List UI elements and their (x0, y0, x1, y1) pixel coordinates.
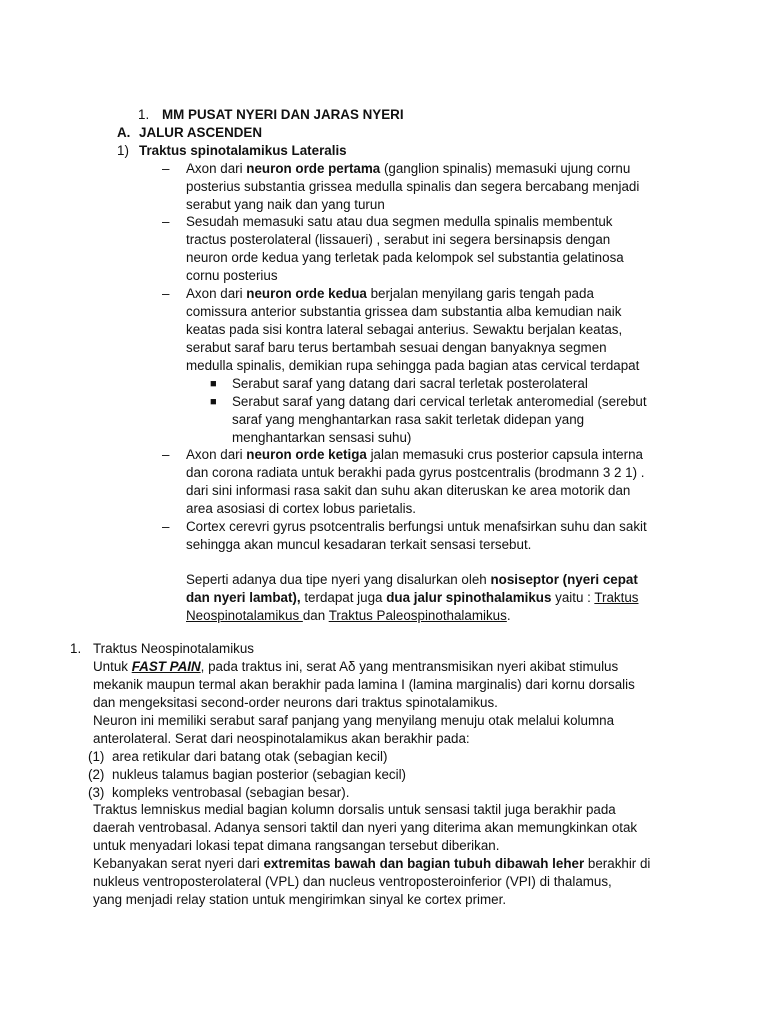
numbered-item-2: nukleus talamus bagian posterior (sebagian kecil) (112, 767, 407, 782)
square-item-2-line-2: saraf yang menghantarkan rasa sakit terletak didepan yang (232, 412, 585, 427)
section-line-6: Traktus lemniskus medial bagian kolumn dorsalis untuk sensasi taktil juga berakhir pada (93, 802, 616, 817)
bullet-5-line-2: sehingga akan muncul kesadaran terkait sensasi tersebut. (186, 537, 532, 552)
section-line-2: mekanik maupun termal akan berakhir pada lamina I (lamina marginalis) dari kornu dorsalis (93, 677, 635, 692)
section-line-1: Untuk FAST PAIN, pada traktus ini, serat Aδ yang mentransmisikan nyeri akibat stimulus (93, 659, 619, 674)
section-line-8: untuk menyadari lokasi tepat dimana rangsangan tersebut diberikan. (93, 838, 500, 853)
bullet-1-line-1: Axon dari neuron orde pertama (ganglion spinalis) memasuki ujung cornu (186, 161, 631, 176)
dash-bullet: – (162, 161, 170, 176)
section-line-10: nukleus ventroposterolateral (VPL) dan nucleus ventroposteroinferior (VPI) di thalamus, (93, 874, 612, 889)
numbered-item-marker: (2) (88, 767, 105, 782)
subheading-letter: A. (117, 125, 131, 140)
dash-bullet: – (162, 214, 170, 229)
section-line-4: Neuron ini memiliki serabut saraf panjang yang menyilang menuju otak melalui kolumna (93, 713, 615, 728)
bullet-2-line-2: tractus posterolateral (lissaueri) , serabut ini segera bersinapsis dengan (186, 232, 611, 247)
section-line-11: yang menjadi relay station untuk mengirimkan sinyal ke cortex primer. (93, 892, 507, 907)
paragraph-line-2: dan nyeri lambat), terdapat juga dua jalur spinothalamikus yaitu : Traktus (186, 590, 639, 605)
section-title: Traktus Neospinotalamikus (93, 641, 255, 656)
section-line-9: Kebanyakan serat nyeri dari extremitas bawah dan bagian tubuh dibawah leher berakhir di (93, 856, 651, 871)
paragraph-line-3: Neospinotalamikus dan Traktus Paleospinothalamikus. (186, 608, 511, 623)
bullet-3-line-2: comissura anterior substantia grissea dam substantia alba kemudian naik (186, 304, 622, 319)
bullet-4-line-1: Axon dari neuron orde ketiga jalan memasuki crus posterior capsula interna (186, 447, 643, 462)
square-bullet: ■ (210, 396, 217, 408)
square-item-2-line-1: Serabut saraf yang datang dari cervical terletak anteromedial (serebut (232, 394, 647, 409)
section-line-7: daerah ventrobasal. Adanya sensori taktil dan nyeri yang diterima akan memungkinkan otak (93, 820, 638, 835)
bullet-2-line-3: neuron orde kedua yang terletak pada kelompok sel substantia gelatinosa (186, 250, 624, 265)
dash-bullet: – (162, 286, 170, 301)
numbered-item-3: kompleks ventrobasal (sebagian besar). (112, 785, 350, 800)
bullet-3-line-5: medulla spinalis, demikian rupa sehingga pada bagian atas cervical terdapat (186, 358, 640, 373)
section-line-3: dan mengeksitasi second-order neurons dari traktus spinotalamikus. (93, 695, 498, 710)
item-number: 1) (117, 143, 129, 158)
heading-number: 1. (138, 107, 150, 122)
subheading-title: JALUR ASCENDEN (139, 125, 263, 140)
square-item-2-line-3: menghantarkan sensasi suhu) (232, 430, 412, 445)
bullet-4-line-4: area asosiasi di cortex lobus parietalis. (186, 501, 416, 516)
bullet-1-line-3: serabut yang naik dan yang turun (186, 197, 385, 212)
numbered-item-marker: (3) (88, 785, 105, 800)
numbered-item-1: area retikular dari batang otak (sebagian kecil) (112, 749, 388, 764)
paragraph-line-1: Seperti adanya dua tipe nyeri yang disalurkan oleh nosiseptor (nyeri cepat (186, 572, 638, 587)
dash-bullet: – (162, 447, 170, 462)
bullet-2-line-1: Sesudah memasuki satu atau dua segmen medulla spinalis membentuk (186, 214, 613, 229)
item-title: Traktus spinotalamikus Lateralis (139, 143, 347, 158)
square-bullet: ■ (210, 378, 217, 390)
numbered-item-marker: (1) (88, 749, 105, 764)
section-line-5: anterolateral. Serat dari neospinotalamikus akan berakhir pada: (93, 731, 470, 746)
bullet-3-line-3: keatas pada sisi kontra lateral sebagai anterius. Sewaktu berjalan keatas, (186, 322, 623, 337)
dash-bullet: – (162, 519, 170, 534)
section-number: 1. (70, 641, 82, 656)
bullet-2-line-4: cornu posterius (186, 268, 278, 283)
bullet-4-line-3: dari sini informasi rasa sakit dan suhu akan diteruskan ke area motorik dan (186, 483, 631, 498)
bullet-1-line-2: posterius substantia grissea medulla spinalis dan segera bercabang menjadi (186, 179, 640, 194)
bullet-4-line-2: dan corona radiata untuk berakhi pada gyrus postcentralis (brodmann 3 2 1) . (186, 465, 645, 480)
square-item-1: Serabut saraf yang datang dari sacral terletak posterolateral (232, 376, 588, 391)
bullet-3-line-1: Axon dari neuron orde kedua berjalan menyilang garis tengah pada (186, 286, 594, 301)
main-heading: MM PUSAT NYERI DAN JARAS NYERI (162, 107, 404, 122)
bullet-5-line-1: Cortex cerevri gyrus psotcentralis berfungsi untuk menafsirkan suhu dan sakit (186, 519, 647, 534)
bullet-3-line-4: serabut saraf baru terus bertambah sesuai dengan banyaknya segmen (186, 340, 607, 355)
